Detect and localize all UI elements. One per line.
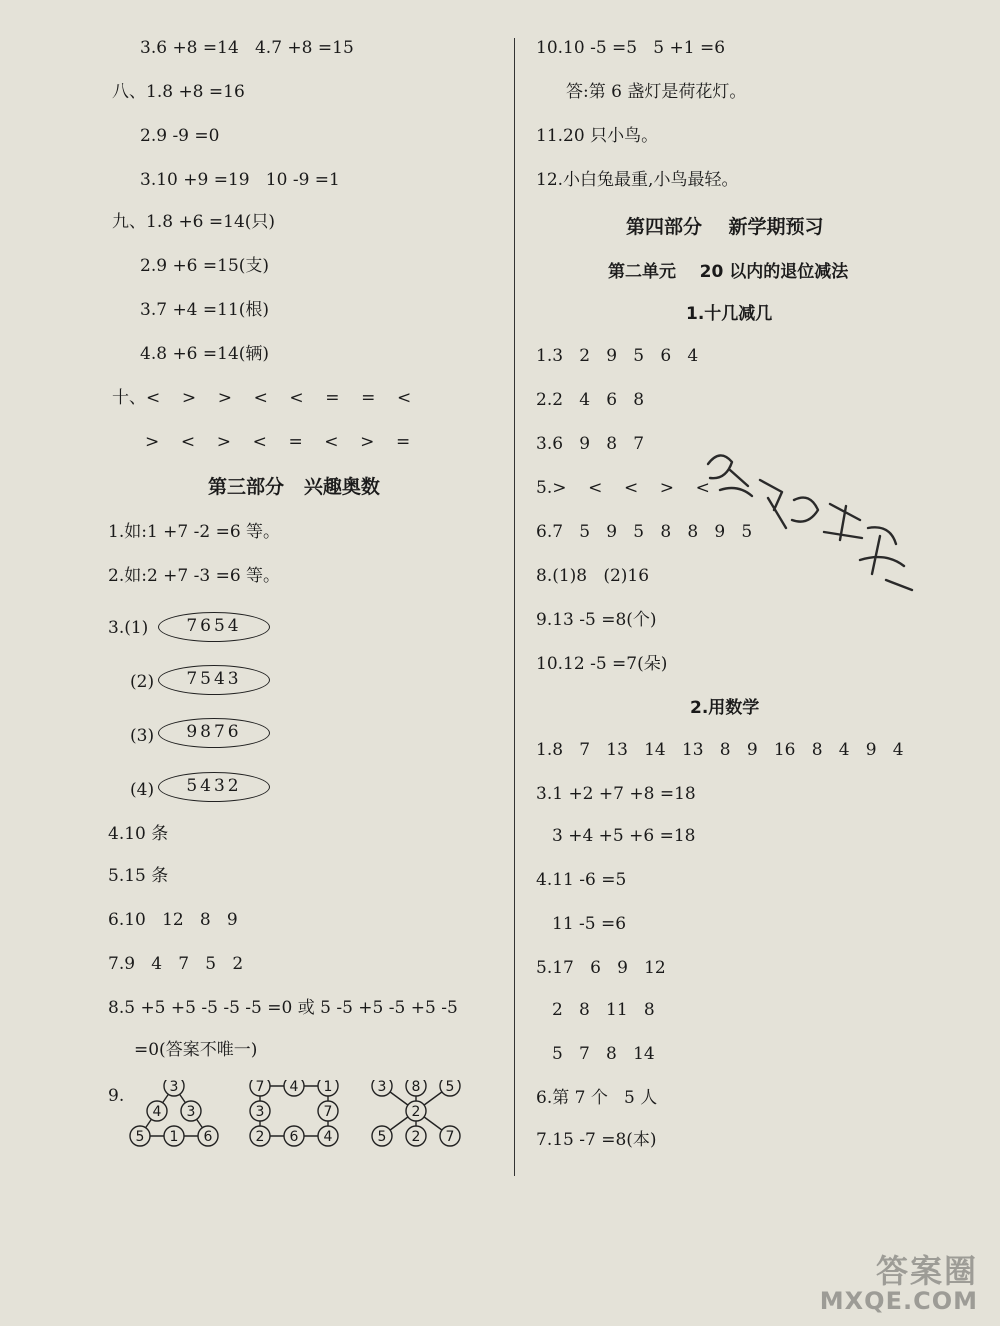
section-title: 第三部分 兴趣奥数 (208, 476, 380, 498)
circled-answer: 7654 (158, 612, 270, 642)
number-puzzle-diagram (120, 1080, 480, 1190)
answer-line: 2.如:2 +7 -3 =6 等。 (108, 566, 281, 586)
puzzle-node-number: 4 (323, 1129, 333, 1145)
answer-line: 8.5 +5 +5 -5 -5 -5 =0 或 5 -5 +5 -5 +5 -5 (108, 998, 458, 1018)
answer-line: 九、1.8 +6 =14(只) (112, 212, 276, 232)
answer-line: 2 8 11 8 (552, 1000, 655, 1020)
answer-line: 3.7 +4 =11(根) (140, 300, 270, 320)
answer-line: 八、1.8 +8 =16 (112, 82, 245, 102)
answer-line: 9.13 -5 =8(个) (536, 610, 657, 630)
comparison-line: > < > < = < > = (145, 432, 411, 452)
puzzle-node-number: 3 (255, 1104, 265, 1120)
puzzle-node-number: 8 (411, 1080, 421, 1095)
puzzle-node-number: 6 (203, 1129, 213, 1145)
answer-line: 10.10 -5 =5 5 +1 =6 (536, 38, 726, 58)
puzzle-node-number: 3 (377, 1080, 387, 1095)
circled-answer: 5432 (158, 772, 270, 802)
answer-line: 4.8 +6 =14(辆) (140, 344, 270, 364)
answer-line: 4.10 条 (108, 824, 169, 844)
comparison-line: 十、< > > < < = = < (112, 388, 412, 408)
answer-line: 1.3 2 9 5 6 4 (536, 346, 699, 366)
puzzle-node-number: 3 (169, 1080, 179, 1095)
answer-line: 7.15 -7 =8(本) (536, 1130, 657, 1150)
answer-label: 9. (108, 1086, 125, 1106)
answer-line: 11.20 只小鸟。 (536, 126, 659, 146)
answer-line: 6.第 7 个 5 人 (536, 1088, 658, 1108)
answer-label: (4) (130, 780, 155, 800)
puzzle-node-number: 1 (169, 1129, 179, 1145)
puzzle-node-number: 6 (289, 1129, 299, 1145)
answer-line: 3.6 +8 =14 4.7 +8 =15 (140, 38, 354, 58)
puzzle-node-number: 7 (445, 1129, 455, 1145)
answer-line: 11 -5 =6 (552, 914, 627, 934)
subsection-title: 2.用数学 (690, 698, 760, 718)
circled-answer: 9876 (158, 718, 270, 748)
puzzle-node-number: 7 (323, 1104, 333, 1120)
puzzle-node-number: 3 (186, 1104, 196, 1120)
watermark-url: MXQE.COM (819, 1287, 978, 1315)
puzzle-node-number: 5 (135, 1129, 145, 1145)
answer-line: 1.如:1 +7 -2 =6 等。 (108, 522, 281, 542)
answer-line: 2.9 +6 =15(支) (140, 256, 270, 276)
answer-line: 2.2 4 6 8 (536, 390, 645, 410)
puzzle-node-number: 1 (323, 1080, 333, 1095)
puzzle-node-number: 4 (289, 1080, 299, 1095)
site-watermark (820, 1254, 978, 1314)
puzzle-node-number: 2 (411, 1104, 421, 1120)
puzzle-node-number: 5 (377, 1129, 387, 1145)
answer-line: 12.小白兔最重,小鸟最轻。 (536, 170, 739, 190)
answer-line: 3.1 +2 +7 +8 =18 (536, 784, 696, 804)
answer-line: 4.11 -6 =5 (536, 870, 627, 890)
answer-line: 5.17 6 9 12 (536, 958, 666, 978)
answer-label: 3.(1) (108, 618, 149, 638)
answer-line: 3.10 +9 =19 10 -9 =1 (140, 170, 340, 190)
answer-line: 3.6 9 8 7 (536, 434, 645, 454)
subsection-title: 1.十几减几 (686, 304, 773, 324)
answer-line: 2.9 -9 =0 (140, 126, 220, 146)
puzzle-node-number: 5 (445, 1080, 455, 1095)
answer-line: =0(答案不唯一) (134, 1040, 258, 1060)
circled-answer: 7543 (158, 665, 270, 695)
answer-line: 5.15 条 (108, 866, 169, 886)
section-title: 第四部分 新学期预习 (626, 216, 824, 238)
answer-line: 答:第 6 盏灯是荷花灯。 (566, 82, 747, 102)
unit-title: 第二单元 20 以内的退位减法 (608, 262, 849, 282)
answer-line: 8.(1)8 (2)16 (536, 566, 650, 586)
puzzle-node-number: 2 (255, 1129, 265, 1145)
answer-line: 10.12 -5 =7(朵) (536, 654, 668, 674)
answer-line: 3 +4 +5 +6 =18 (552, 826, 696, 846)
watermark-logo-text: 答案圈 (875, 1252, 978, 1290)
answer-label: (2) (130, 672, 155, 692)
answer-line: 7.9 4 7 5 2 (108, 954, 244, 974)
puzzle-node-number: 4 (152, 1104, 162, 1120)
answer-line: 5.> < < > < (536, 478, 710, 498)
column-divider (514, 38, 515, 1176)
answer-line: 1.8 7 13 14 13 8 9 16 8 4 9 4 (536, 740, 904, 760)
answer-line: 5 7 8 14 (552, 1044, 655, 1064)
puzzle-node-number: 7 (255, 1080, 265, 1095)
answer-line: 6.7 5 9 5 8 8 9 5 (536, 522, 753, 542)
answer-line: 6.10 12 8 9 (108, 910, 238, 930)
answer-label: (3) (130, 726, 155, 746)
puzzle-node-number: 2 (411, 1129, 421, 1145)
handwritten-scribble (690, 440, 930, 610)
